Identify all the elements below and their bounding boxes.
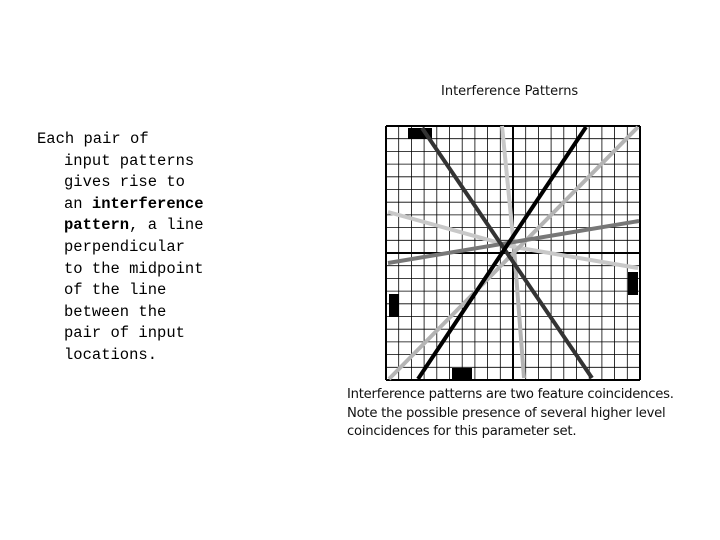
text-line xyxy=(37,215,337,237)
caption-line: Interference patterns are two feature coincidences. xyxy=(347,387,674,402)
text-line xyxy=(37,194,337,216)
text-line: input patterns xyxy=(64,151,195,170)
text-line: locations. xyxy=(64,345,158,364)
text-line: pair of input xyxy=(64,324,185,343)
text-fragment: an xyxy=(64,194,92,213)
text-line: Each pair of xyxy=(37,130,149,148)
bold-term-pattern: pattern xyxy=(64,216,130,235)
interference-line xyxy=(514,247,638,268)
text-line: of the line xyxy=(64,281,167,300)
text-fragment: , a line xyxy=(129,216,204,235)
figure-caption xyxy=(347,386,717,442)
input-cell xyxy=(389,294,399,317)
input-cell xyxy=(452,368,472,379)
interference-line xyxy=(388,212,514,247)
text-line: gives rise to xyxy=(64,173,185,192)
text-line: to the midpoint xyxy=(64,259,204,278)
caption-line: coincidences for this parameter set. xyxy=(347,424,577,440)
caption-line: Note the possible presence of several higher level xyxy=(347,405,666,421)
text-line: perpendicular xyxy=(64,237,185,256)
input-cell xyxy=(628,272,638,295)
bold-term-interference: interference xyxy=(91,194,204,213)
figure-title: Interference Patterns xyxy=(441,84,579,99)
explanation-text xyxy=(37,129,337,367)
interference-figure xyxy=(382,122,644,384)
text-line: between the xyxy=(64,302,167,321)
